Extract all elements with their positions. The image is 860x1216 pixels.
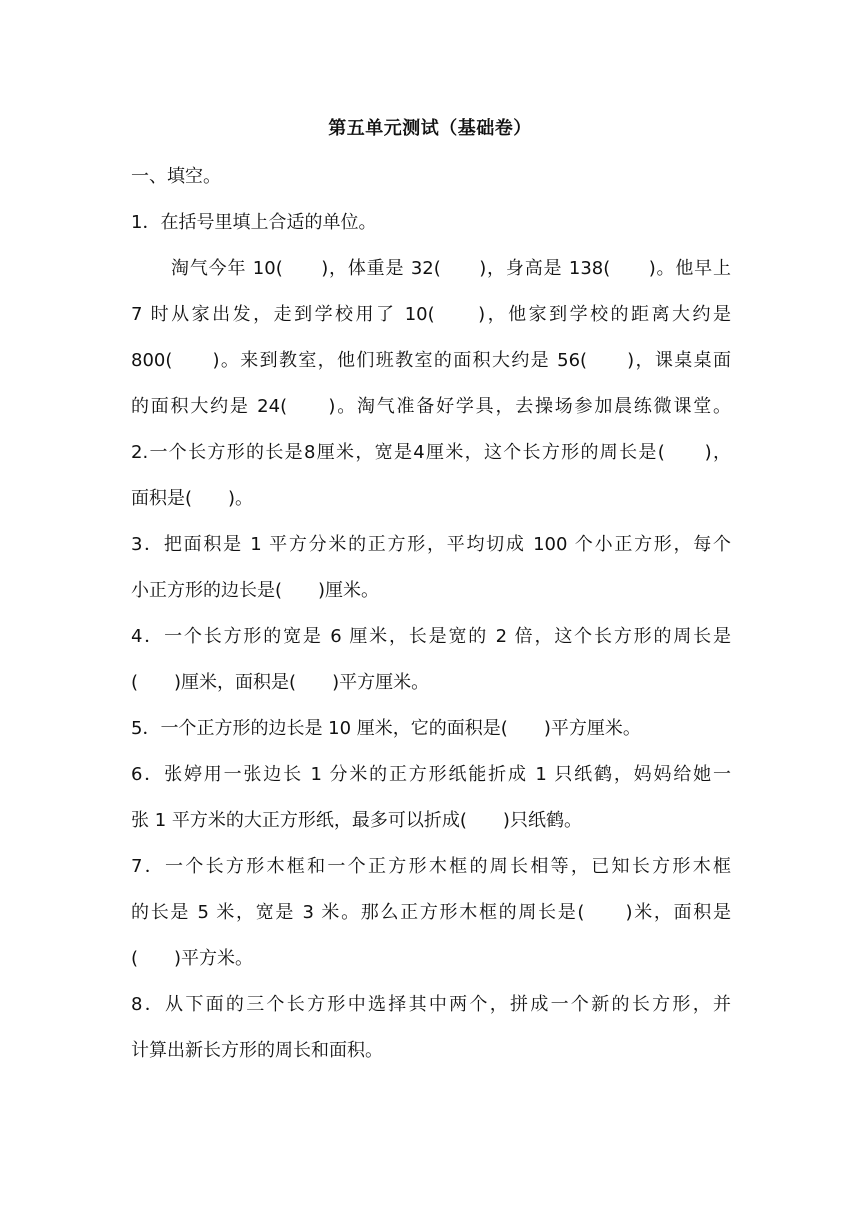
page-title: 第五单元测试（基础卷）	[328, 118, 532, 139]
question-4-line-1: 4．一个长方形的宽是 6 厘米，长是宽的 2 倍，这个长方形的周长是	[131, 626, 731, 647]
section-heading: 一、填空。	[131, 166, 221, 187]
question-3-line-1: 3．把面积是 1 平方分米的正方形，平均切成 100 个小正方形，每个	[131, 534, 731, 555]
question-2-line-2: 面积是( )。	[131, 488, 254, 509]
question-6-line-2: 张 1 平方米的大正方形纸，最多可以折成( )只纸鹤。	[131, 810, 582, 831]
question-1-line-2: 7 时从家出发，走到学校用了 10( )，他家到学校的距离大约是	[131, 304, 731, 325]
question-2-line-1: 2.一个长方形的长是8厘米，宽是4厘米，这个长方形的周长是( )，	[131, 442, 731, 463]
question-7-line-3: ( )平方米。	[131, 948, 254, 969]
question-1-line-1: 淘气今年 10( )，体重是 32( )，身高是 138( )。他早上	[171, 258, 731, 279]
question-8-line-2: 计算出新长方形的周长和面积。	[131, 1040, 383, 1061]
question-7-line-1: 7．一个长方形木框和一个正方形木框的周长相等，已知长方形木框	[131, 856, 731, 877]
question-3-line-2: 小正方形的边长是( )厘米。	[131, 580, 380, 601]
question-1-line-3: 800( )。来到教室，他们班教室的面积大约是 56( )，课桌桌面	[131, 350, 731, 371]
question-8-line-1: 8．从下面的三个长方形中选择其中两个，拼成一个新的长方形，并	[131, 994, 731, 1015]
question-1-heading: 1．在括号里填上合适的单位。	[131, 212, 377, 233]
question-5-line-1: 5．一个正方形的边长是 10 厘米，它的面积是( )平方厘米。	[131, 718, 641, 739]
question-6-line-1: 6．张婷用一张边长 1 分米的正方形纸能折成 1 只纸鹤，妈妈给她一	[131, 764, 731, 785]
question-4-line-2: ( )厘米，面积是( )平方厘米。	[131, 672, 430, 693]
document-body	[131, 154, 731, 1074]
question-1-line-4: 的面积大约是 24( )。淘气准备好学具，去操场参加晨练微课堂。	[131, 396, 731, 417]
question-7-line-2: 的长是 5 米，宽是 3 米。那么正方形木框的周长是( )米，面积是	[131, 902, 731, 923]
